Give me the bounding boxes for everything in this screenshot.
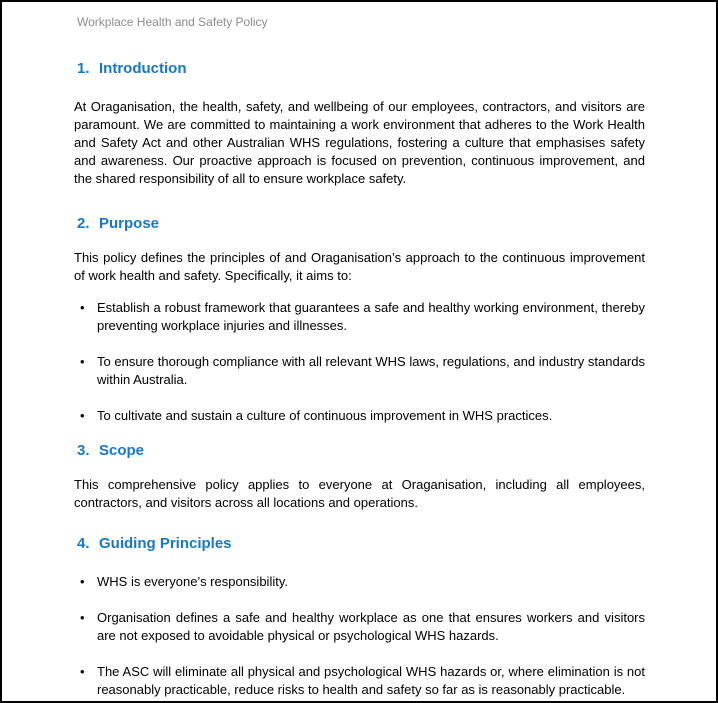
list-item	[74, 573, 645, 591]
bullet-list-guiding-principles	[74, 573, 645, 699]
section-introduction	[74, 60, 645, 188]
section-number: 3.	[77, 442, 90, 459]
paragraph-scope: This comprehensive policy applies to everyone at Oraganisation, including all employees, contractors, and visitors across all locations and operations.	[74, 477, 645, 510]
section-title: Guiding Principles	[99, 535, 232, 552]
bullet-text: Organisation defines a safe and healthy workplace as one that ensures workers and visitors are not exposed to avoidable physical or psychological WHS hazards.	[97, 610, 645, 643]
paragraph-purpose: This policy defines the principles of and Oraganisation’s approach to the continuous improvement of work health and safety. Specifically, it aims to:	[74, 250, 645, 283]
bullet-text: To cultivate and sustain a culture of continuous improvement in WHS practices.	[97, 408, 553, 423]
section-title: Purpose	[99, 215, 160, 232]
list-item	[74, 299, 645, 335]
bullet-text: To ensure thorough compliance with all relevant WHS laws, regulations, and industry standards within Australia.	[97, 354, 645, 387]
section-number: 4.	[77, 535, 90, 552]
header-title: Workplace Health and Safety Policy	[77, 15, 268, 29]
bullet-icon: •	[80, 408, 85, 423]
section-number: 2.	[77, 215, 90, 232]
section-title: Introduction	[99, 60, 187, 77]
section-heading-scope	[74, 442, 645, 460]
bullet-list-purpose	[74, 299, 645, 425]
list-item	[74, 663, 645, 699]
section-title: Scope	[99, 442, 145, 459]
bullet-icon: •	[80, 664, 85, 679]
section-number: 1.	[77, 60, 90, 77]
document-header	[74, 15, 645, 29]
section-guiding-principles	[74, 535, 645, 699]
bullet-icon: •	[80, 574, 85, 589]
bullet-icon: •	[80, 610, 85, 625]
section-purpose	[74, 215, 645, 425]
list-item	[74, 353, 645, 389]
section-heading-introduction	[74, 60, 645, 78]
bullet-text: The ASC will eliminate all physical and psychological WHS hazards or, where elimination is not reasonably practicable, reduce risks to health and safety so far as is reasonably practicable.	[97, 664, 645, 697]
section-heading-purpose	[74, 215, 645, 233]
bullet-icon: •	[80, 354, 85, 369]
section-scope	[74, 442, 645, 512]
section-heading-guiding-principles	[74, 535, 645, 553]
bullet-text: Establish a robust framework that guarantees a safe and healthy working environment, thereby preventing workplace injuries and illnesses.	[97, 300, 645, 333]
bullet-text: WHS is everyone’s responsibility.	[97, 574, 288, 589]
bullet-icon: •	[80, 300, 85, 315]
list-item	[74, 609, 645, 645]
paragraph-introduction: At Oraganisation, the health, safety, and wellbeing of our employees, contractors, and visitors are paramount. We are committed to maintaining a work environment that adheres to the Work Health and Safety Act and other Australian WHS regulations, fostering a culture that emphasises safety and awareness. Our proactive approach is focused on prevention, continuous improvement, and the shared responsibility of all to ensure workplace safety.	[74, 99, 645, 186]
list-item	[74, 407, 645, 425]
